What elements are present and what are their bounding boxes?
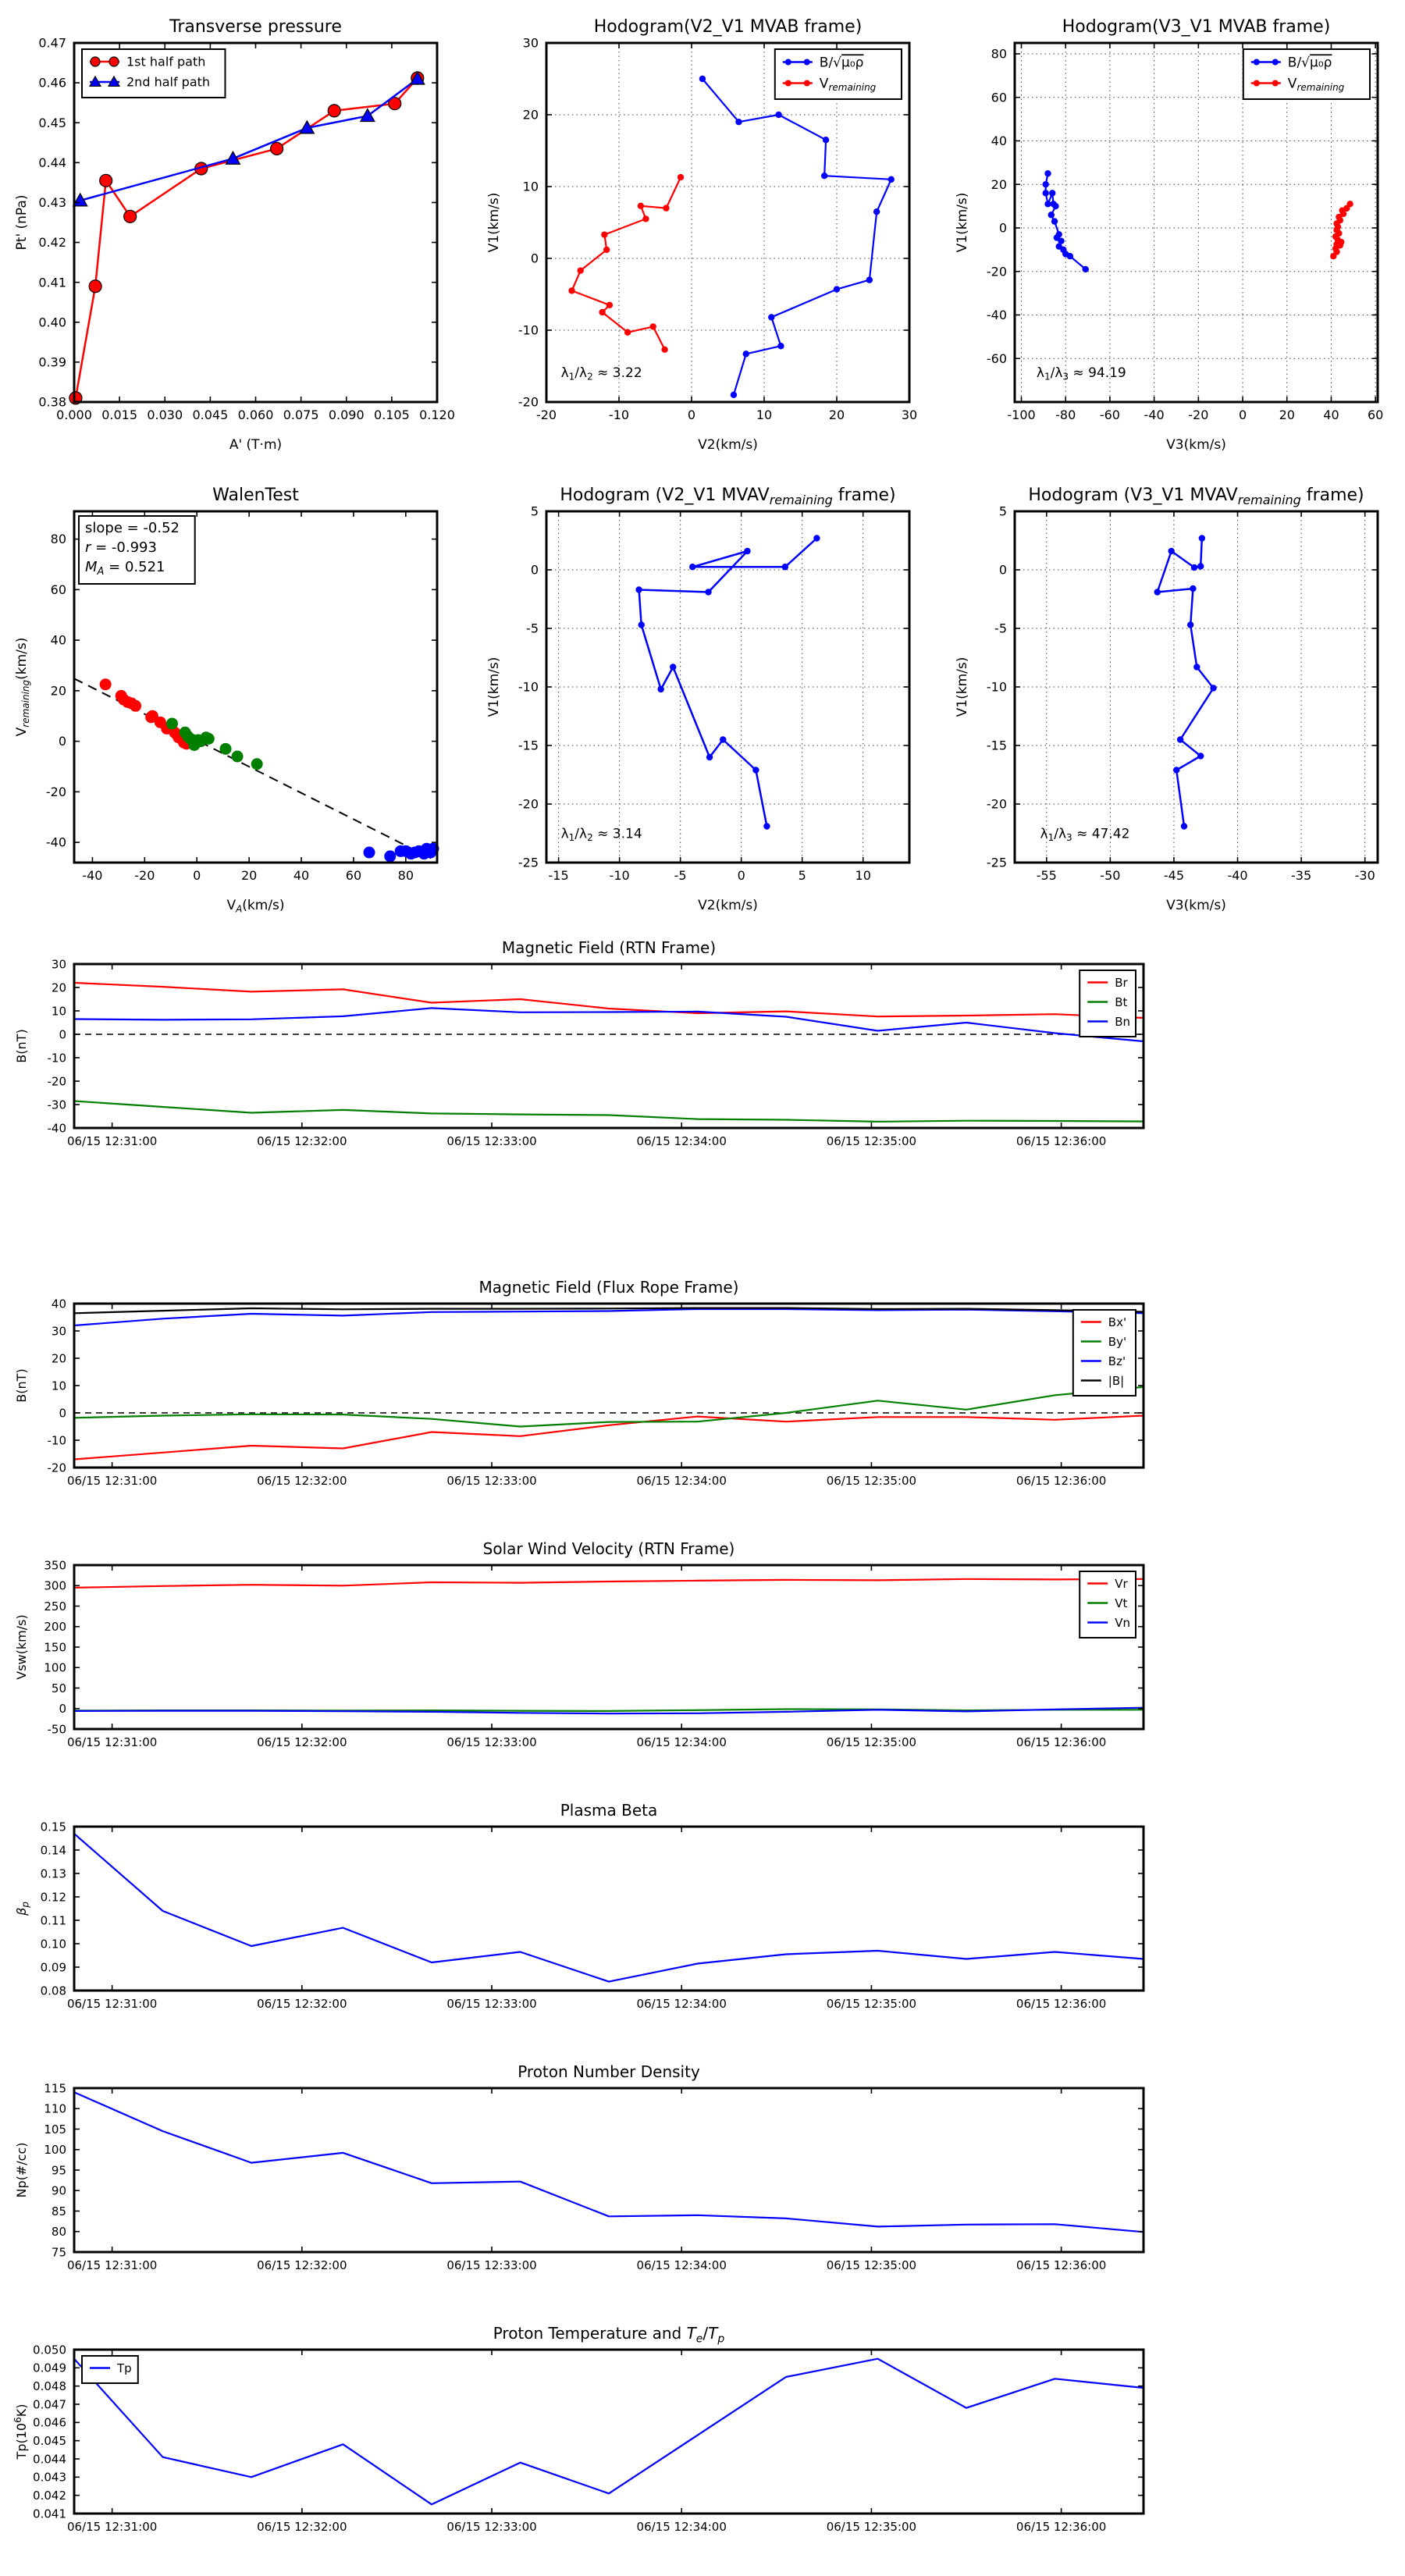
svg-text:0: 0 (59, 1027, 66, 1042)
svg-text:-15: -15 (548, 868, 569, 883)
svg-text:10: 10 (51, 1379, 66, 1393)
svg-text:-20: -20 (535, 407, 557, 422)
svg-text:0.049: 0.049 (33, 2361, 66, 2375)
svg-text:0.41: 0.41 (38, 275, 66, 290)
svg-text:200: 200 (44, 1620, 66, 1634)
svg-text:06/15 12:33:00: 06/15 12:33:00 (446, 1997, 537, 2011)
svg-text:Tp: Tp (117, 2361, 132, 2375)
svg-text:-20: -20 (47, 1461, 66, 1475)
svg-text:5: 5 (798, 868, 806, 883)
svg-text:110: 110 (44, 2101, 66, 2116)
proton-number-density-svg (0, 2049, 1405, 2311)
svg-text:30: 30 (51, 957, 66, 972)
svg-text:B/√μ₀ρ: B/√μ₀ρ (819, 55, 864, 71)
svg-text:Hodogram(V3_V1 MVAB frame): Hodogram(V3_V1 MVAB frame) (1062, 17, 1331, 37)
svg-text:80: 80 (51, 2225, 66, 2239)
svg-text:0: 0 (530, 251, 539, 266)
svg-text:Vremaining​(km/s): $V_{remaining}(km/s)$ (14, 637, 31, 737)
svg-text:0: 0 (1238, 407, 1247, 422)
proton-temperature-svg (0, 2311, 1405, 2572)
svg-text:-40: -40 (45, 834, 66, 850)
svg-text:-20: -20 (134, 868, 155, 883)
svg-text:V1(km/s): V1(km/s) (486, 656, 502, 717)
svg-text:06/15 12:36:00: 06/15 12:36:00 (1016, 1134, 1107, 1148)
svg-text:06/15 12:34:00: 06/15 12:34:00 (636, 2258, 727, 2272)
svg-text:85: 85 (51, 2204, 66, 2218)
svg-text:0: 0 (58, 734, 66, 749)
svg-text:-25: -25 (986, 855, 1007, 870)
svg-text:-20: -20 (1188, 407, 1209, 422)
panel-proton-temperature (0, 2311, 1405, 2572)
solar-wind-velocity-svg (0, 1526, 1405, 1788)
svg-text:06/15 12:35:00: 06/15 12:35:00 (826, 1474, 917, 1488)
svg-text:0.45: 0.45 (38, 115, 66, 130)
svg-text:06/15 12:31:00: 06/15 12:31:00 (66, 1997, 158, 2011)
svg-text:10: 10 (51, 1004, 66, 1019)
svg-text:0.044: 0.044 (33, 2452, 66, 2467)
svg-text:V2(km/s): V2(km/s) (698, 898, 758, 913)
svg-text:V2(km/s): V2(km/s) (698, 437, 758, 453)
svg-text:λ1​/λ2​ ≈ 3.22: $\lambda_1/\lambda_2 \approx 3.22$ (560, 365, 642, 382)
svg-text:40: 40 (50, 632, 66, 648)
svg-text:0.40: 0.40 (38, 315, 66, 330)
panel-magnetic-field-flux-rope (0, 1265, 1405, 1526)
svg-text:0.030: 0.030 (147, 407, 183, 422)
svg-text:20: 20 (51, 1351, 66, 1366)
svg-text:0.12: 0.12 (40, 1890, 66, 1905)
svg-text:-5: -5 (994, 621, 1007, 636)
svg-text:Bt: Bt (1115, 994, 1128, 1009)
svg-text:-40: -40 (986, 308, 1007, 323)
svg-text:Magnetic Field (Flux Rope Fram: Magnetic Field (Flux Rope Frame) (478, 1278, 739, 1297)
svg-text:Bn: Bn (1115, 1014, 1131, 1029)
svg-text:60: 60 (345, 868, 362, 883)
magnetic-field-rtn-svg (0, 925, 1405, 1187)
svg-text:Np(#/cc): Np(#/cc) (14, 2142, 29, 2198)
svg-text:Solar Wind Velocity (RTN Frame: Solar Wind Velocity (RTN Frame) (482, 1539, 735, 1558)
svg-text:06/15 12:35:00: 06/15 12:35:00 (826, 1134, 917, 1148)
svg-text:Plasma Beta: Plasma Beta (560, 1801, 658, 1820)
svg-text:5: 5 (998, 503, 1007, 519)
svg-text:-80: -80 (1055, 407, 1076, 422)
svg-text:0: 0 (530, 562, 539, 578)
svg-text:06/15 12:31:00: 06/15 12:31:00 (66, 2258, 158, 2272)
svg-text:B(nT): B(nT) (14, 1029, 29, 1063)
svg-text:-60: -60 (1099, 407, 1120, 422)
svg-text:0.10: 0.10 (40, 1937, 66, 1952)
svg-text:105: 105 (44, 2122, 66, 2137)
svg-text:60: 60 (1367, 407, 1384, 422)
svg-text:Bz': Bz' (1108, 1354, 1126, 1368)
svg-text:40: 40 (293, 868, 310, 883)
svg-text:06/15 12:36:00: 06/15 12:36:00 (1016, 2258, 1107, 2272)
svg-text:r = -0.993: r = -0.993 (85, 539, 157, 556)
svg-text:Hodogram(V2_V1 MVAB frame): Hodogram(V2_V1 MVAB frame) (593, 17, 863, 37)
svg-text:VA​(km/s): $V_A(km/s)$ (226, 898, 285, 915)
svg-text:B/√μ₀ρ: B/√μ₀ρ (1287, 55, 1332, 71)
svg-text:0.15: 0.15 (40, 1820, 66, 1834)
svg-text:0.015: 0.015 (101, 407, 138, 422)
svg-text:06/15 12:36:00: 06/15 12:36:00 (1016, 2520, 1107, 2534)
svg-text:Tp(106​K): $Tp(10^6K)$ (12, 2403, 29, 2460)
svg-text:0.11: 0.11 (40, 1913, 66, 1928)
svg-text:0.42: 0.42 (38, 235, 66, 251)
svg-text:30: 30 (901, 407, 918, 422)
svg-text:0.075: 0.075 (283, 407, 319, 422)
svg-text:-10: -10 (609, 868, 630, 883)
svg-text:-50: -50 (1100, 868, 1121, 883)
svg-text:-15: -15 (986, 738, 1007, 753)
panel-hodogram-v2v1-mvab (472, 0, 972, 484)
svg-text:0.046: 0.046 (33, 2415, 66, 2430)
transverse-pressure-svg (0, 0, 500, 484)
svg-text:20: 20 (828, 407, 845, 422)
svg-text:0.048: 0.048 (33, 2379, 66, 2393)
plasma-beta-svg (0, 1788, 1405, 2049)
svg-text:0.045: 0.045 (192, 407, 229, 422)
hodogram-v2v1-mvav-svg (472, 468, 972, 956)
svg-text:40: 40 (1323, 407, 1339, 422)
svg-text:2nd half path: 2nd half path (126, 74, 211, 90)
svg-text:V1(km/s): V1(km/s) (955, 656, 970, 717)
svg-text:06/15 12:31:00: 06/15 12:31:00 (66, 1735, 158, 1749)
svg-text:06/15 12:34:00: 06/15 12:34:00 (636, 1735, 727, 1749)
svg-text:115: 115 (44, 2081, 66, 2096)
svg-text:By': By' (1108, 1334, 1127, 1349)
svg-text:WalenTest: WalenTest (212, 486, 299, 505)
svg-text:-5: -5 (674, 868, 687, 883)
svg-text:0.045: 0.045 (33, 2433, 66, 2448)
svg-text:-10: -10 (986, 679, 1007, 695)
svg-text:06/15 12:35:00: 06/15 12:35:00 (826, 1997, 917, 2011)
svg-text:80: 80 (397, 868, 414, 883)
svg-text:-60: -60 (986, 350, 1007, 366)
svg-text:-5: -5 (526, 621, 539, 636)
svg-text:-20: -20 (47, 1074, 66, 1089)
panel-walen-test (0, 468, 500, 956)
svg-text:-55: -55 (1036, 868, 1057, 883)
svg-text:20: 20 (50, 683, 66, 699)
svg-text:-45: -45 (1163, 868, 1185, 883)
svg-text:0.120: 0.120 (419, 407, 455, 422)
svg-text:20: 20 (240, 868, 258, 883)
svg-text:-40: -40 (1227, 868, 1248, 883)
svg-text:50: 50 (51, 1681, 66, 1695)
svg-text:0.090: 0.090 (328, 407, 365, 422)
panel-transverse-pressure (0, 0, 500, 484)
svg-text:0: 0 (687, 407, 696, 422)
svg-text:A' (T·m): A' (T·m) (229, 437, 283, 453)
svg-text:MA​ = 0.521: $M_A = 0.521$ (85, 559, 165, 578)
svg-text:Br: Br (1115, 975, 1128, 990)
svg-text:80: 80 (991, 46, 1007, 62)
svg-text:Vr: Vr (1115, 1576, 1128, 1591)
svg-text:0.14: 0.14 (40, 1843, 66, 1858)
svg-text:0.043: 0.043 (33, 2470, 66, 2485)
svg-text:06/15 12:33:00: 06/15 12:33:00 (446, 1474, 537, 1488)
svg-text:06/15 12:36:00: 06/15 12:36:00 (1016, 1735, 1107, 1749)
svg-text:0.46: 0.46 (38, 75, 66, 91)
svg-text:-40: -40 (1144, 407, 1165, 422)
svg-text:-30: -30 (47, 1098, 66, 1112)
magnetic-field-flux-rope-svg (0, 1265, 1405, 1526)
svg-text:V3(km/s): V3(km/s) (1166, 437, 1226, 453)
svg-text:0.43: 0.43 (38, 195, 66, 211)
svg-text:06/15 12:32:00: 06/15 12:32:00 (257, 2258, 347, 2272)
svg-text:Transverse pressure: Transverse pressure (169, 17, 342, 37)
svg-text:06/15 12:32:00: 06/15 12:32:00 (257, 1997, 347, 2011)
svg-text:100: 100 (44, 2143, 66, 2157)
svg-text:0.041: 0.041 (33, 2507, 66, 2521)
svg-text:06/15 12:33:00: 06/15 12:33:00 (446, 1735, 537, 1749)
svg-text:λ1​/λ3​ ≈ 94.19: $\lambda_1/\lambda_3 \approx 94.19$ (1036, 365, 1126, 382)
svg-text:Magnetic Field (RTN Frame): Magnetic Field (RTN Frame) (501, 938, 717, 957)
svg-text:-100: -100 (1007, 407, 1036, 422)
svg-text:V3(km/s): V3(km/s) (1166, 898, 1226, 913)
svg-text:βp​: $\beta_p$ (14, 1902, 31, 1916)
svg-text:5: 5 (530, 503, 539, 519)
svg-text:Hodogram (V2_V1 MVAVremaining​: Hodogram (V2_V1 $MVAV_{remaining}$ frame) (560, 486, 896, 507)
svg-text:06/15 12:31:00: 06/15 12:31:00 (66, 1474, 158, 1488)
svg-text:0.13: 0.13 (40, 1866, 66, 1881)
svg-text:-10: -10 (608, 407, 630, 422)
svg-text:06/15 12:32:00: 06/15 12:32:00 (257, 2520, 347, 2534)
svg-text:0.47: 0.47 (38, 35, 66, 51)
svg-text:95: 95 (51, 2163, 66, 2178)
svg-text:-20: -20 (986, 264, 1007, 279)
svg-text:-10: -10 (518, 322, 539, 338)
panel-solar-wind-velocity (0, 1526, 1405, 1788)
svg-text:0.060: 0.060 (237, 407, 274, 422)
svg-text:06/15 12:33:00: 06/15 12:33:00 (446, 2258, 537, 2272)
svg-text:06/15 12:35:00: 06/15 12:35:00 (826, 1735, 917, 1749)
svg-text:-40: -40 (82, 868, 103, 883)
svg-text:300: 300 (44, 1578, 66, 1593)
svg-text:20: 20 (991, 176, 1007, 192)
svg-text:Vremaining​: $V_{remaining}$ (819, 76, 877, 94)
svg-text:06/15 12:34:00: 06/15 12:34:00 (636, 1997, 727, 2011)
svg-text:λ1​/λ3​ ≈ 47.42: $\lambda_1/\lambda_3 \approx 47.42$ (1040, 826, 1130, 844)
svg-text:-10: -10 (47, 1051, 66, 1066)
svg-text:Proton Number Density: Proton Number Density (518, 2062, 700, 2081)
svg-text:100: 100 (44, 1660, 66, 1675)
svg-text:30: 30 (522, 35, 539, 51)
hodogram-v3v1-mvav-svg (941, 468, 1405, 956)
svg-text:0.050: 0.050 (33, 2343, 66, 2357)
svg-text:-50: -50 (47, 1722, 66, 1737)
svg-text:60: 60 (991, 90, 1007, 105)
svg-text:|B|: |B| (1108, 1373, 1125, 1388)
svg-text:60: 60 (50, 582, 66, 597)
svg-text:Vt: Vt (1115, 1596, 1128, 1610)
svg-text:0.042: 0.042 (33, 2488, 66, 2503)
svg-text:06/15 12:32:00: 06/15 12:32:00 (257, 1474, 347, 1488)
svg-text:-35: -35 (1291, 868, 1312, 883)
panel-hodogram-v3v1-mvab (941, 0, 1405, 484)
svg-text:-40: -40 (47, 1121, 66, 1136)
svg-text:0.09: 0.09 (40, 1960, 66, 1975)
svg-text:1st half path: 1st half path (126, 54, 206, 69)
svg-text:06/15 12:31:00: 06/15 12:31:00 (66, 1134, 158, 1148)
svg-text:06/15 12:34:00: 06/15 12:34:00 (636, 2520, 727, 2534)
svg-text:06/15 12:34:00: 06/15 12:34:00 (636, 1474, 727, 1488)
panel-plasma-beta (0, 1788, 1405, 2049)
svg-text:-20: -20 (986, 796, 1007, 812)
svg-text:0.000: 0.000 (56, 407, 92, 422)
svg-text:90: 90 (51, 2183, 66, 2198)
svg-text:06/15 12:34:00: 06/15 12:34:00 (636, 1134, 727, 1148)
svg-text:Hodogram (V3_V1 MVAVremaining​: Hodogram (V3_V1 $MVAV_{remaining}$ frame) (1028, 486, 1364, 507)
hodogram-v2v1-mvab-svg (472, 0, 972, 484)
svg-text:-15: -15 (518, 738, 539, 753)
svg-text:75: 75 (51, 2245, 66, 2260)
svg-text:0: 0 (193, 868, 201, 883)
svg-text:Vn: Vn (1115, 1615, 1130, 1630)
svg-text:-20: -20 (518, 796, 539, 812)
svg-text:10: 10 (522, 179, 539, 194)
hodogram-v3v1-mvab-svg (941, 0, 1405, 484)
svg-text:20: 20 (51, 980, 66, 995)
svg-text:slope = -0.52: slope = -0.52 (85, 520, 180, 536)
svg-text:06/15 12:36:00: 06/15 12:36:00 (1016, 1997, 1107, 2011)
svg-text:0.38: 0.38 (38, 394, 66, 410)
svg-text:Proton Temperature and Te​/Tp​: Proton Temperature and $T_e/T_p$ (493, 2324, 725, 2346)
svg-text:-20: -20 (518, 394, 539, 410)
svg-text:06/15 12:31:00: 06/15 12:31:00 (66, 2520, 158, 2534)
svg-text:06/15 12:35:00: 06/15 12:35:00 (826, 2520, 917, 2534)
svg-text:30: 30 (51, 1324, 66, 1339)
panel-proton-number-density (0, 2049, 1405, 2311)
svg-text:20: 20 (1279, 407, 1295, 422)
svg-text:80: 80 (50, 532, 66, 547)
svg-text:10: 10 (756, 407, 773, 422)
svg-text:06/15 12:32:00: 06/15 12:32:00 (257, 1134, 347, 1148)
svg-text:40: 40 (991, 133, 1007, 149)
svg-text:0.08: 0.08 (40, 1984, 66, 1998)
svg-text:06/15 12:35:00: 06/15 12:35:00 (826, 2258, 917, 2272)
svg-text:06/15 12:33:00: 06/15 12:33:00 (446, 2520, 537, 2534)
svg-text:0: 0 (59, 1406, 66, 1421)
svg-text:0: 0 (59, 1702, 66, 1716)
svg-text:-10: -10 (47, 1433, 66, 1448)
svg-text:λ1​/λ2​ ≈ 3.14: $\lambda_1/\lambda_2 \approx 3.14$ (560, 826, 642, 844)
svg-text:V1(km/s): V1(km/s) (486, 192, 502, 253)
svg-text:0: 0 (998, 562, 1007, 578)
svg-text:150: 150 (44, 1640, 66, 1655)
svg-text:-20: -20 (45, 784, 66, 799)
panel-hodogram-v3v1-mvav (941, 468, 1405, 956)
svg-text:B(nT): B(nT) (14, 1368, 29, 1403)
svg-text:-10: -10 (518, 679, 539, 695)
svg-text:0: 0 (737, 868, 745, 883)
svg-text:0: 0 (998, 220, 1007, 236)
svg-text:250: 250 (44, 1599, 66, 1614)
svg-text:10: 10 (855, 868, 871, 883)
svg-text:Pt' (nPa): Pt' (nPa) (14, 194, 30, 251)
svg-text:V1(km/s): V1(km/s) (955, 192, 970, 253)
svg-text:0.39: 0.39 (38, 354, 66, 370)
panel-magnetic-field-rtn (0, 925, 1405, 1187)
svg-text:0.44: 0.44 (38, 155, 66, 170)
walen-test-svg (0, 468, 500, 956)
svg-text:-30: -30 (1354, 868, 1375, 883)
svg-text:20: 20 (522, 107, 539, 123)
svg-text:Bx': Bx' (1108, 1315, 1127, 1329)
svg-text:-25: -25 (518, 855, 539, 870)
svg-text:06/15 12:32:00: 06/15 12:32:00 (257, 1735, 347, 1749)
svg-text:40: 40 (51, 1297, 66, 1311)
svg-text:Vremaining​: $V_{remaining}$ (1287, 76, 1345, 94)
svg-text:350: 350 (44, 1558, 66, 1573)
panel-hodogram-v2v1-mvav (472, 468, 972, 956)
svg-text:Vsw(km/s): Vsw(km/s) (14, 1614, 29, 1680)
svg-text:06/15 12:36:00: 06/15 12:36:00 (1016, 1474, 1107, 1488)
svg-text:06/15 12:33:00: 06/15 12:33:00 (446, 1134, 537, 1148)
svg-text:0.105: 0.105 (373, 407, 410, 422)
svg-text:0.047: 0.047 (33, 2397, 66, 2412)
